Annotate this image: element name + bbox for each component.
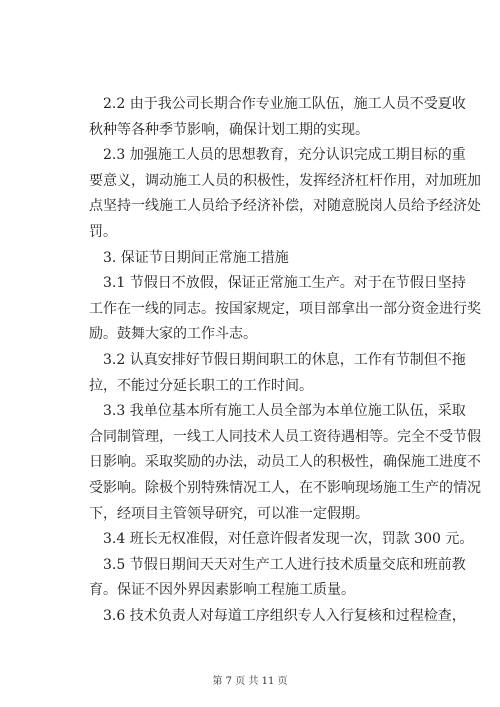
body-text-line: 工作在一线的同志。按国家规定，项目部拿出一部分资金进行奖 [89, 300, 481, 317]
body-text-line: 3.2 认真安排好节假日期间职工的休息，工作有节制但不拖 [103, 351, 466, 368]
body-text-line: 拉，不能过分延长职工的工作时间。 [89, 377, 313, 394]
document-body [89, 92, 481, 629]
body-text-line: 合同制管理，一线工人同技术人员工资待遇相等。完全不受节假 [89, 428, 481, 445]
body-text-line: 罚。 [89, 223, 117, 240]
body-text-line: 秋种等各种季节影响，确保计划工期的实现。 [89, 121, 369, 138]
body-text-line: 要意义，调动施工人员的积极性，发挥经济杠杆作用，对加班加 [89, 172, 481, 189]
body-text-line: 3.4 班长无权准假，对任意许假者发现一次，罚款 300 元。 [103, 531, 474, 548]
body-text-line: 日影响。采取奖励的办法，动员工人的积极性，确保施工进度不 [89, 454, 481, 471]
body-text-line: 3.3 我单位基本所有施工人员全部为本单位施工队伍，采取 [103, 403, 466, 420]
body-text-line: 3. 保证节日期间正常施工措施 [103, 249, 289, 266]
body-text-line: 育。保证不因外界因素影响工程施工质量。 [89, 582, 355, 599]
body-text-line: 3.6 技术负责人对每道工序组织专人入行复核和过程检查， [103, 607, 466, 624]
body-text-line: 受影响。除极个别特殊情况工人，在不影响现场施工生产的情况 [89, 479, 481, 496]
body-text-line: 2.2 由于我公司长期合作专业施工队伍，施工人员不受夏收 [103, 96, 466, 112]
body-text-line: 2.3 加强施工人员的思想教育，充分认识完成工期目标的重 [103, 147, 466, 164]
body-text-line: 励。鼓舞大家的工作斗志。 [89, 326, 257, 343]
page-footer: 第 7 页 共 11 页 [212, 676, 288, 687]
body-text-line: 点坚持一线施工人员给予经济补偿，对随意脱岗人员给予经济处 [89, 198, 481, 215]
body-text-line: 下，经项目主管领导研究，可以准一定假期。 [89, 505, 369, 522]
body-text-line: 3.5 节假日期间天天对生产工人进行技术质量交底和班前教 [103, 556, 466, 573]
body-text-line: 3.1 节假日不放假，保证正常施工生产。对于在节假日坚持 [103, 275, 466, 292]
